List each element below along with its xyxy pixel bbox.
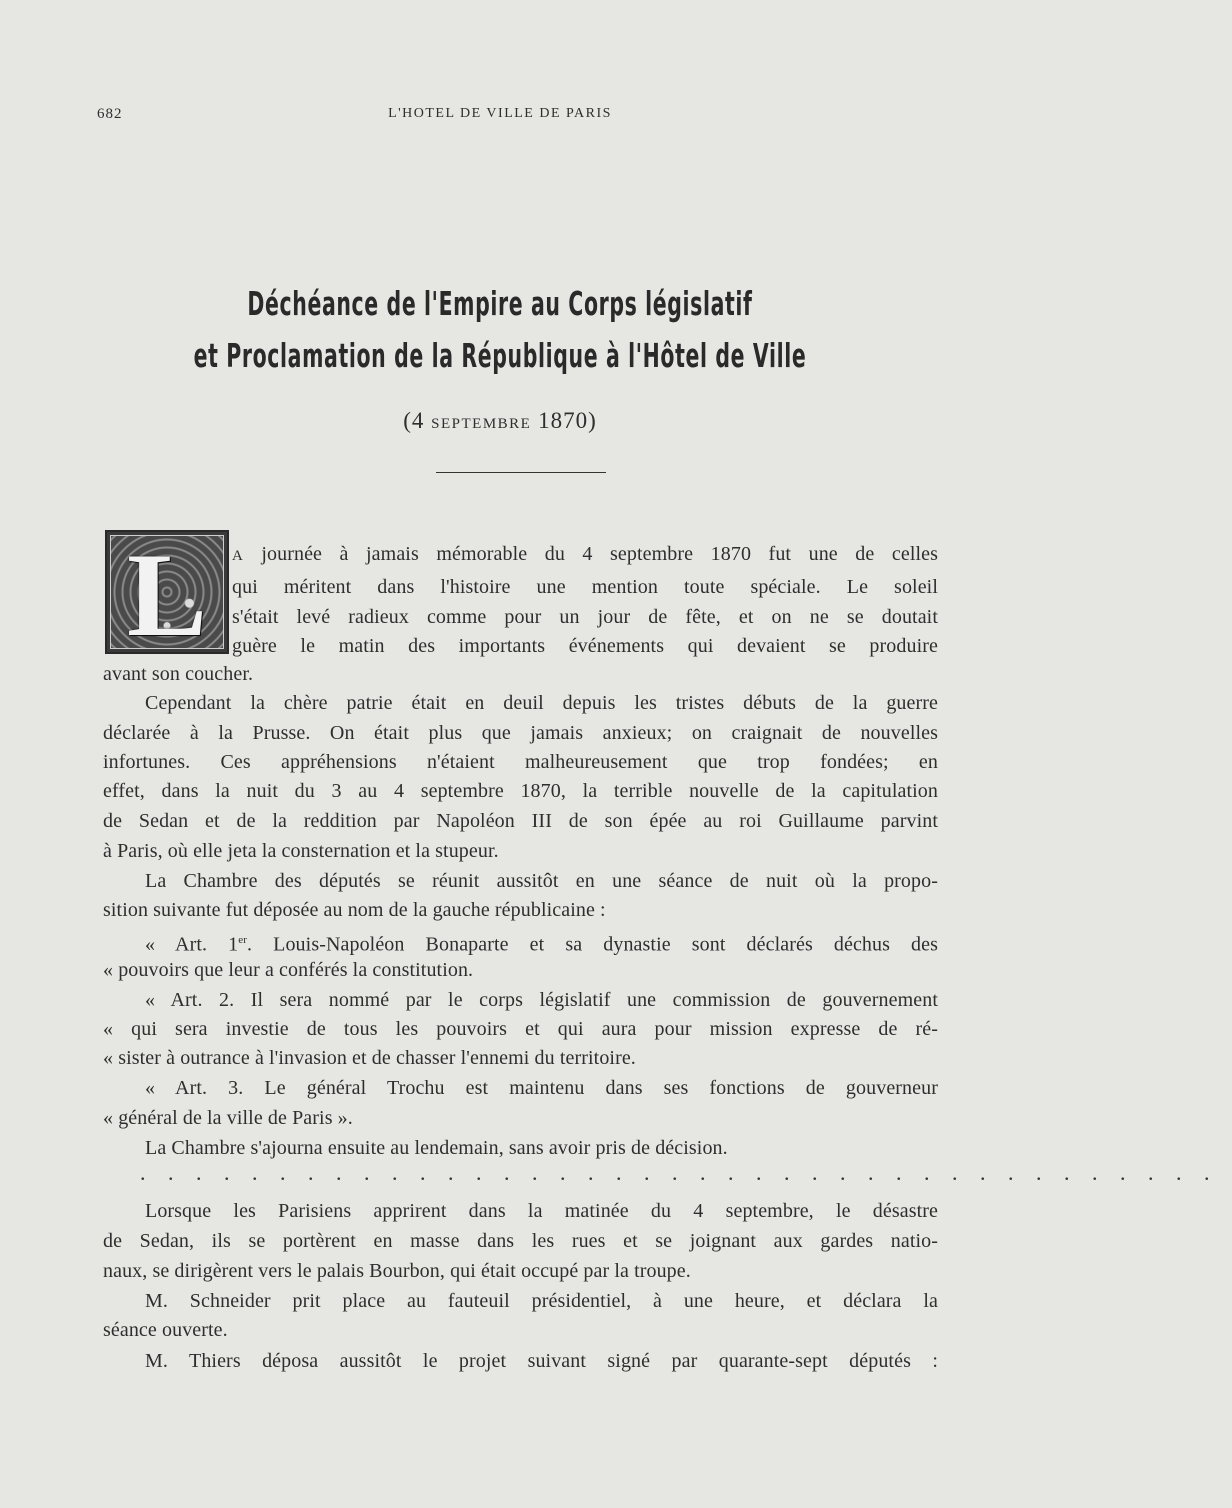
article-3-line-2: « général de la ville de Paris ». xyxy=(103,1107,353,1129)
date-line xyxy=(0,408,1000,434)
article-1-line-1 xyxy=(145,927,938,958)
paragraph-5-line-3: naux, se dirigèrent vers le palais Bourbon, qui était occupé par la troupe. xyxy=(103,1260,691,1282)
paragraph-1-smallcap: A xyxy=(232,548,244,564)
article-1-label: « Art. 1 xyxy=(145,933,239,956)
date-month: SEPTEMBRE xyxy=(431,416,532,432)
article-1-superscript: er xyxy=(238,934,247,946)
paragraph-2-line-5: de Sedan et de la reddition par Napoléon III de son épée au roi Guillaume parvint xyxy=(103,810,938,832)
paragraph-3-line-2: sition suivante fut déposée au nom de la gauche républicaine : xyxy=(103,899,606,921)
dropcap-letter: L xyxy=(126,528,208,661)
article-1-text: . Louis-Napoléon Bonaparte et sa dynastie sont déclarés déchus des xyxy=(247,933,939,956)
ornamental-dropcap xyxy=(105,528,229,661)
paragraph-2-line-4: effet, dans la nuit du 3 au 4 septembre 1870, la terrible nouvelle de la capitulation xyxy=(103,780,938,802)
dropcap-ornament xyxy=(110,528,224,661)
paragraph-2-line-1: Cependant la chère patrie était en deuil depuis les tristes débuts de la guerre xyxy=(145,692,938,714)
paragraph-1-line-4: guère le matin des importants événements qui devaient se produire xyxy=(232,635,938,657)
paragraph-7-line-1: M. Thiers déposa aussitôt le projet suivant signé par quarante-sept députés : xyxy=(145,1350,938,1372)
paragraph-1-line-1 xyxy=(232,541,938,569)
article-2-line-1: « Art. 2. Il sera nommé par le corps législatif une commission de gouvernement xyxy=(145,989,938,1011)
paragraph-4-line-1: La Chambre s'ajourna ensuite au lendemain, sans avoir pris de décision. xyxy=(145,1137,728,1159)
paragraph-1-text-1: journée à jamais mémorable du 4 septembre 1870 fut une de celles xyxy=(243,543,938,565)
paragraph-2-line-3: infortunes. Ces appréhensions n'étaient malheureusement que trop fondées; en xyxy=(103,751,938,773)
article-2-line-2: « qui sera investie de tous les pouvoirs et qui aura pour mission expresse de ré- xyxy=(103,1018,938,1040)
paragraph-5-line-2: de Sedan, ils se portèrent en masse dans les rues et se joignant aux gardes natio- xyxy=(103,1230,938,1252)
article-2-line-3: « sister à outrance à l'invasion et de chasser l'ennemi du territoire. xyxy=(103,1047,636,1069)
paragraph-1-line-2: qui méritent dans l'histoire une mention toute spéciale. Le soleil xyxy=(232,576,938,598)
chapter-title-line-1: Déchéance de l'Empire au Corps législatif xyxy=(247,284,753,323)
paragraph-3-line-1: La Chambre des députés se réunit aussitôt en une séance de nuit où la propo- xyxy=(145,870,938,892)
title-rule xyxy=(436,472,606,473)
ellipsis-separator: ....................................... xyxy=(140,1160,1232,1185)
paragraph-1-line-5: avant son coucher. xyxy=(103,663,254,685)
paragraph-5-line-1: Lorsque les Parisiens apprirent dans la matinée du 4 septembre, le désastre xyxy=(145,1200,938,1222)
date-open: (4 xyxy=(403,408,432,433)
running-head: L'HOTEL DE VILLE DE PARIS xyxy=(388,106,612,121)
paragraph-6-line-2: séance ouverte. xyxy=(103,1319,228,1341)
paragraph-1-line-3: s'était levé radieux comme pour un jour de fête, et on ne se doutait xyxy=(232,606,938,628)
paragraph-2-line-6: à Paris, où elle jeta la consternation et la stupeur. xyxy=(103,840,499,862)
chapter-title-line-2: et Proclamation de la République à l'Hôtel de Ville xyxy=(193,336,807,375)
date-year: 1870) xyxy=(531,408,597,433)
paragraph-6-line-1: M. Schneider prit place au fauteuil présidentiel, à une heure, et déclara la xyxy=(145,1290,938,1312)
paragraph-2-line-2: déclarée à la Prusse. On était plus que jamais anxieux; on craignait de nouvelles xyxy=(103,722,938,744)
article-1-line-2: « pouvoirs que leur a conférés la constitution. xyxy=(103,959,474,981)
article-3-line-1: « Art. 3. Le général Trochu est maintenu dans ses fonctions de gouverneur xyxy=(145,1077,938,1099)
page-number: 682 xyxy=(97,106,123,122)
